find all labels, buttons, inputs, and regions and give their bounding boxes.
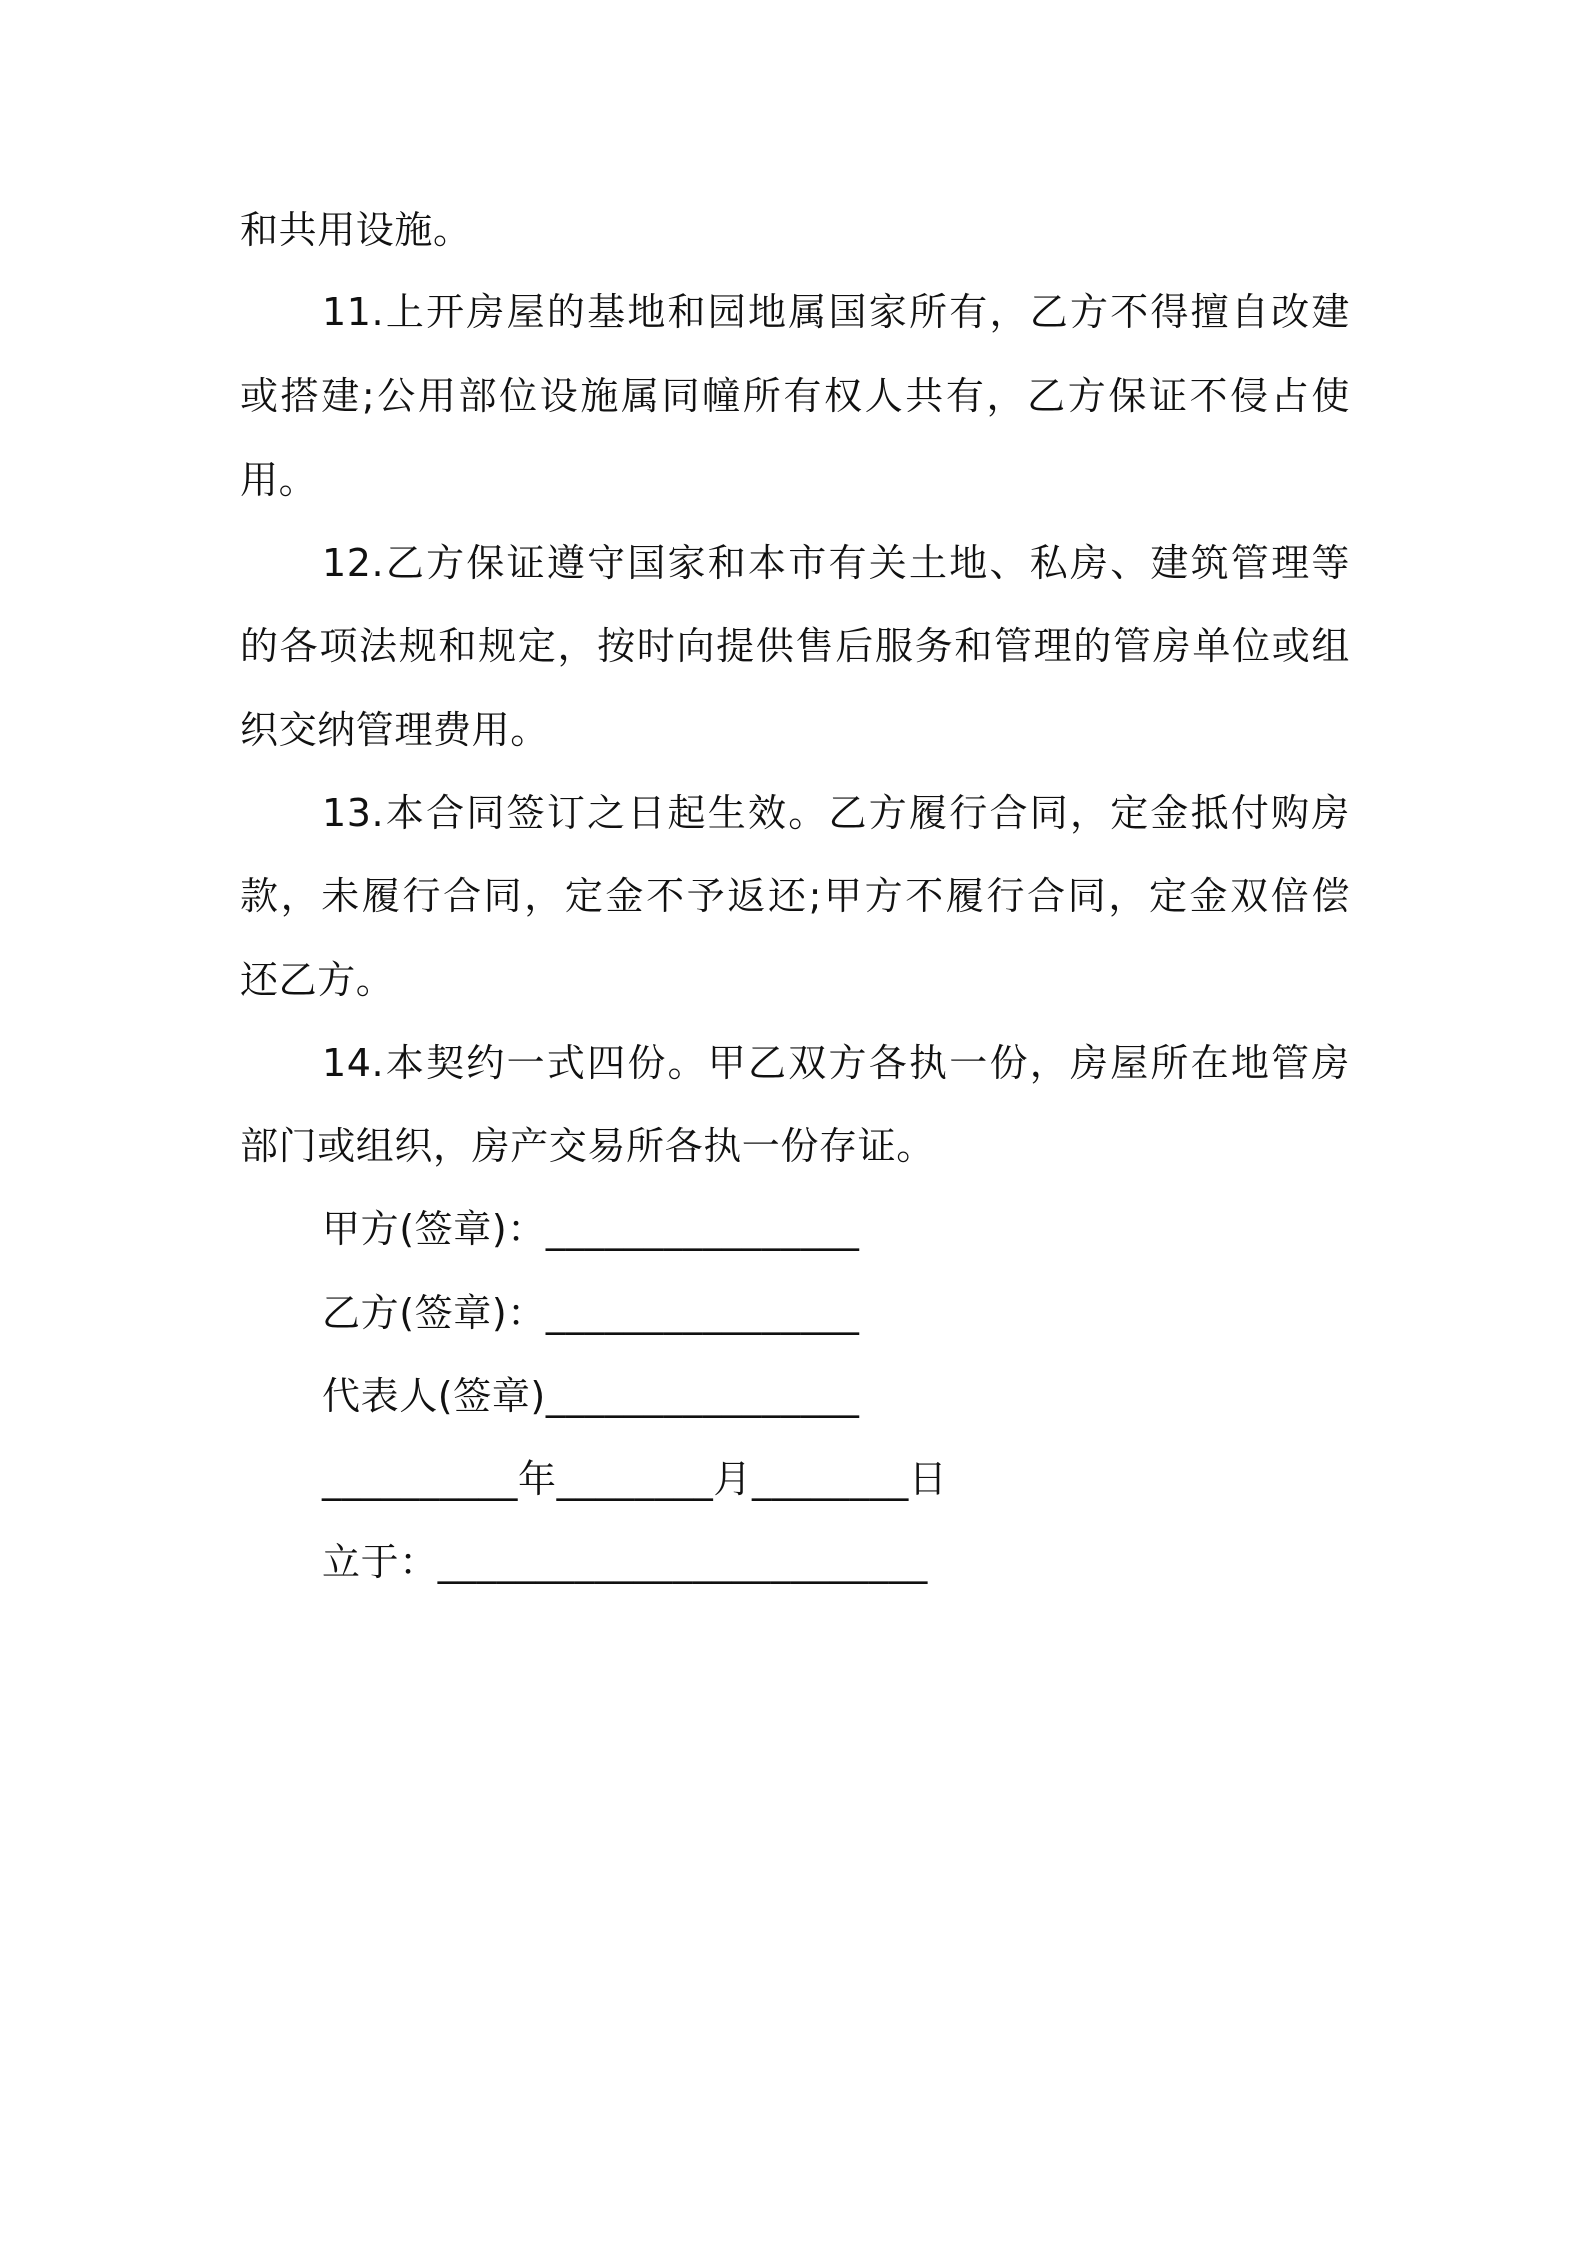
party-b-signature: 乙方(签章)：________________ — [322, 1291, 860, 1335]
representative-signature: 代表人(签章)________________ — [322, 1374, 860, 1418]
clause-14-line-2: 部门或组织，房产交易所各执一份存证。 — [240, 1124, 935, 1168]
clause-13-line-1: 13.本合同签订之日起生效。乙方履行合同，定金抵付购房 — [322, 791, 1350, 835]
clause-11-line-2: 或搭建;公用部位设施属同幢所有权人共有，乙方保证不侵占使 — [240, 374, 1350, 418]
paragraph-10-end: 和共用设施。 — [240, 208, 472, 252]
party-a-signature: 甲方(签章)：________________ — [322, 1207, 860, 1251]
clause-14-line-1: 14.本契约一式四份。甲乙双方各执一份，房屋所在地管房 — [322, 1041, 1350, 1085]
clause-12-line-3: 织交纳管理费用。 — [240, 708, 549, 752]
clause-11-line-3: 用。 — [240, 458, 318, 502]
clause-13-line-2: 款，未履行合同，定金不予返还;甲方不履行合同，定金双倍偿 — [240, 874, 1350, 918]
signing-date: __________年________月________日 — [322, 1457, 948, 1501]
clause-13-line-3: 还乙方。 — [240, 958, 395, 1002]
signing-place: 立于：_________________________ — [322, 1540, 928, 1584]
clause-12-line-2: 的各项法规和规定，按时向提供售后服务和管理的管房单位或组 — [240, 624, 1350, 668]
clause-12-line-1: 12.乙方保证遵守国家和本市有关土地、私房、建筑管理等 — [322, 541, 1350, 585]
clause-11-line-1: 11.上开房屋的基地和园地属国家所有，乙方不得擅自改建 — [322, 290, 1350, 334]
